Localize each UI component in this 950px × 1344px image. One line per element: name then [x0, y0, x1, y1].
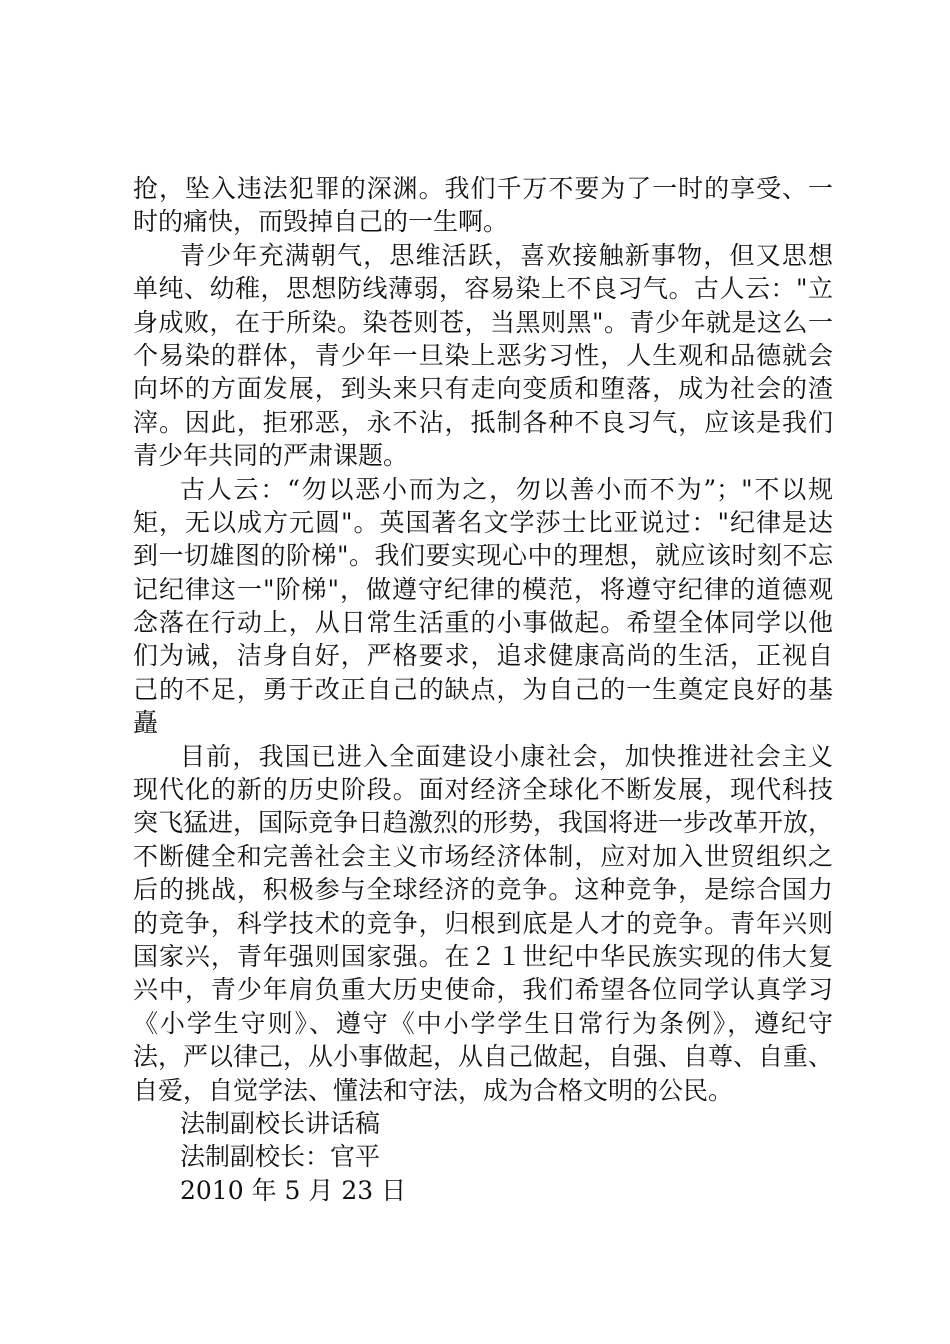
speech-author: 法制副校长：官平	[180, 1142, 381, 1172]
body-line: 自爱，自觉学法、懂法和守法，成为合格文明的公民。	[133, 1075, 734, 1105]
body-line: 单纯、幼稚，思想防线薄弱，容易染上不良习气。古人云："立	[133, 274, 833, 304]
body-line: 兴中，青少年肩负重大历史使命，我们希望各位同学认真学习	[133, 975, 833, 1005]
paragraph-start-line: 古人云：“勿以恶小而为之，勿以善小而不为”；"不以规	[180, 474, 833, 504]
speech-title: 法制副校长讲话稿	[180, 1108, 381, 1138]
body-line: 身成败，在于所染。染苍则苍，当黑则黑"。青少年就是这么一	[133, 307, 833, 337]
body-line: 到一切雄图的阶梯"。我们要实现心中的理想，就应该时刻不忘	[133, 541, 833, 571]
body-line: 向坏的方面发展，到头来只有走向变质和堕落，成为社会的渣	[133, 374, 833, 404]
body-line: 不断健全和完善社会主义市场经济体制，应对加入世贸组织之	[133, 841, 833, 871]
speech-body	[133, 172, 833, 1207]
body-line: 《小学生守则》、遵守《中小学学生日常行为条例》，遵纪守	[133, 1008, 833, 1038]
body-line: 青少年共同的严肃课题。	[133, 441, 409, 471]
body-line: 后的挑战，积极参与全球经济的竞争。这种竞争，是综合国力	[133, 875, 833, 905]
body-line: 矗	[133, 708, 159, 738]
body-line: 法，严以律己，从小事做起，从自己做起，自强、自尊、自重、	[133, 1042, 834, 1072]
body-line: 的竞争，科学技术的竞争，归根到底是人才的竞争。青年兴则	[133, 908, 833, 938]
body-line: 们为诫，洁身自好，严格要求，追求健康高尚的生活，正视自	[133, 641, 833, 671]
body-line: 滓。因此，拒邪恶，永不沾，抵制各种不良习气，应该是我们	[133, 407, 833, 437]
body-line: 国家兴，青年强则国家强。在２１世纪中华民族实现的伟大复	[133, 941, 833, 971]
body-line: 念落在行动上，从日常生活重的小事做起。希望全体同学以他	[133, 608, 833, 638]
body-line: 现代化的新的历史阶段。面对经济全球化不断发展，现代科技	[133, 775, 833, 805]
body-line: 时的痛快，而毁掉自己的一生啊。	[133, 207, 509, 237]
body-line: 己的不足，勇于改正自己的缺点，为自己的一生奠定良好的基	[133, 674, 833, 704]
paragraph-start-line: 青少年充满朝气，思维活跃，喜欢接触新事物，但又思想	[180, 240, 833, 270]
body-line: 记纪律这一"阶梯"，做遵守纪律的模范，将遵守纪律的道德观	[133, 574, 833, 604]
body-line: 突飞猛进，国际竞争日趋激烈的形势，我国将进一步改革开放，	[133, 808, 834, 838]
body-line: 抢，坠入违法犯罪的深渊。我们千万不要为了一时的享受、一	[133, 174, 833, 203]
paragraph-start-line: 目前，我国已进入全面建设小康社会，加快推进社会主义	[180, 741, 833, 771]
body-line: 个易染的群体，青少年一旦染上恶劣习性，人生观和品德就会	[133, 340, 833, 370]
body-line: 矩，无以成方元圆"。英国著名文学莎士比亚说过："纪律是达	[133, 507, 833, 537]
speech-date: 2010 年 5 月 23 日	[180, 1175, 407, 1205]
